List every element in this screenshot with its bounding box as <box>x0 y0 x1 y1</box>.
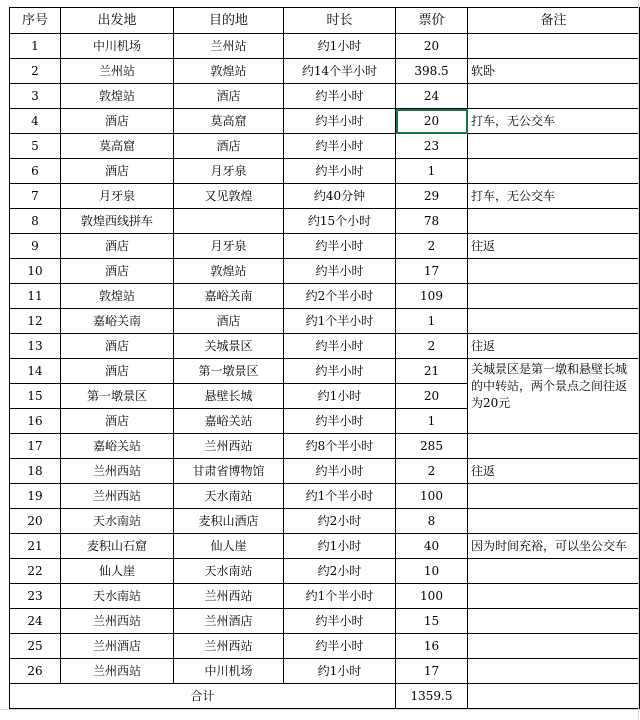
from-cell[interactable]: 兰州西站 <box>61 459 174 484</box>
price-cell[interactable]: 23 <box>396 134 468 159</box>
duration-cell[interactable]: 约40分钟 <box>284 184 396 209</box>
note-cell[interactable] <box>468 84 640 109</box>
total-row <box>10 684 640 709</box>
from-cell[interactable]: 莫高窟 <box>61 134 174 159</box>
from-cell[interactable]: 中川机场 <box>61 34 174 59</box>
row-number-cell[interactable]: 19 <box>10 484 61 509</box>
to-cell[interactable]: 兰州西站 <box>174 584 284 609</box>
row-number-cell[interactable]: 21 <box>10 534 61 559</box>
row-number-cell[interactable]: 22 <box>10 559 61 584</box>
from-cell[interactable]: 兰州西站 <box>61 484 174 509</box>
row-number-cell[interactable]: 23 <box>10 584 61 609</box>
from-cell[interactable]: 酒店 <box>61 234 174 259</box>
note-cell[interactable]: 因为时间充裕，可以坐公交车 <box>468 534 640 559</box>
note-cell[interactable] <box>468 559 640 584</box>
duration-cell[interactable]: 约15个小时 <box>284 209 396 234</box>
table-row <box>10 634 640 659</box>
table-row <box>10 534 640 559</box>
table-row <box>10 559 640 584</box>
to-cell[interactable]: 中川机场 <box>174 659 284 684</box>
duration-cell[interactable]: 约半小时 <box>284 84 396 109</box>
note-cell[interactable]: 往返 <box>468 334 640 359</box>
duration-cell[interactable]: 约半小时 <box>284 109 396 134</box>
from-cell[interactable]: 敦煌西线拼车 <box>61 209 174 234</box>
to-cell[interactable]: 兰州酒店 <box>174 609 284 634</box>
duration-cell[interactable]: 约半小时 <box>284 334 396 359</box>
from-cell[interactable]: 酒店 <box>61 159 174 184</box>
duration-cell[interactable]: 约半小时 <box>284 134 396 159</box>
from-cell[interactable]: 第一墩景区 <box>61 384 174 409</box>
to-cell[interactable]: 甘肃省博物馆 <box>174 459 284 484</box>
total-price-cell[interactable]: 1359.5 <box>396 684 468 709</box>
to-cell[interactable]: 敦煌站 <box>174 59 284 84</box>
from-cell[interactable]: 嘉峪关南 <box>61 309 174 334</box>
table-row <box>10 509 640 534</box>
row-number-cell[interactable]: 10 <box>10 259 61 284</box>
table-row <box>10 659 640 684</box>
table-row <box>10 359 640 384</box>
duration-cell[interactable]: 约半小时 <box>284 259 396 284</box>
table-row <box>10 484 640 509</box>
price-cell[interactable]: 21 <box>396 359 468 384</box>
sheet-gridline <box>638 0 639 720</box>
note-cell[interactable] <box>468 634 640 659</box>
header-cell-from[interactable]: 出发地 <box>61 8 174 34</box>
from-cell[interactable]: 兰州西站 <box>61 609 174 634</box>
total-note-cell[interactable] <box>468 684 640 709</box>
price-cell[interactable]: 20 <box>396 384 468 409</box>
duration-cell[interactable]: 约2个半小时 <box>284 284 396 309</box>
table-row <box>10 609 640 634</box>
table-row <box>10 584 640 609</box>
note-cell[interactable] <box>468 134 640 159</box>
note-cell[interactable]: 往返 <box>468 234 640 259</box>
total-label-cell[interactable]: 合计 <box>10 684 396 709</box>
note-cell[interactable]: 往返 <box>468 459 640 484</box>
to-cell[interactable]: 酒店 <box>174 134 284 159</box>
duration-cell[interactable]: 约1个半小时 <box>284 484 396 509</box>
row-number-cell[interactable]: 3 <box>10 84 61 109</box>
to-cell[interactable]: 仙人崖 <box>174 534 284 559</box>
price-cell[interactable]: 2 <box>396 234 468 259</box>
to-cell[interactable]: 月牙泉 <box>174 159 284 184</box>
to-cell[interactable]: 天水南站 <box>174 559 284 584</box>
table-row <box>10 209 640 234</box>
duration-cell[interactable]: 约2小时 <box>284 509 396 534</box>
from-cell[interactable]: 月牙泉 <box>61 184 174 209</box>
table-row <box>10 334 640 359</box>
to-cell[interactable]: 悬壁长城 <box>174 384 284 409</box>
table-row <box>10 434 640 459</box>
row-number-cell[interactable]: 20 <box>10 509 61 534</box>
duration-cell[interactable]: 约1小时 <box>284 34 396 59</box>
to-cell[interactable]: 酒店 <box>174 84 284 109</box>
duration-cell[interactable]: 约半小时 <box>284 609 396 634</box>
to-cell[interactable]: 月牙泉 <box>174 234 284 259</box>
price-cell[interactable]: 100 <box>396 584 468 609</box>
from-cell[interactable]: 兰州站 <box>61 59 174 84</box>
note-cell[interactable] <box>468 209 640 234</box>
row-number-cell[interactable]: 25 <box>10 634 61 659</box>
note-cell[interactable] <box>468 659 640 684</box>
row-number-cell[interactable]: 17 <box>10 434 61 459</box>
header-cell-no[interactable]: 序号 <box>10 8 61 34</box>
price-cell[interactable]: 40 <box>396 534 468 559</box>
row-number-cell[interactable]: 11 <box>10 284 61 309</box>
duration-cell[interactable]: 约14个半小时 <box>284 59 396 84</box>
table-row <box>10 109 640 134</box>
row-number-cell[interactable]: 16 <box>10 409 61 434</box>
row-number-cell[interactable]: 2 <box>10 59 61 84</box>
from-cell[interactable]: 嘉峪关站 <box>61 434 174 459</box>
price-cell[interactable]: 15 <box>396 609 468 634</box>
to-cell[interactable]: 兰州西站 <box>174 634 284 659</box>
row-number-cell[interactable]: 14 <box>10 359 61 384</box>
note-cell[interactable] <box>468 159 640 184</box>
duration-cell[interactable]: 约半小时 <box>284 409 396 434</box>
note-cell[interactable] <box>468 434 640 459</box>
duration-cell[interactable]: 约1个半小时 <box>284 584 396 609</box>
price-cell[interactable]: 8 <box>396 509 468 534</box>
duration-cell[interactable]: 约半小时 <box>284 459 396 484</box>
note-cell[interactable] <box>468 309 640 334</box>
to-cell[interactable]: 天水南站 <box>174 484 284 509</box>
to-cell[interactable]: 兰州站 <box>174 34 284 59</box>
to-cell[interactable]: 莫高窟 <box>174 109 284 134</box>
price-cell[interactable]: 285 <box>396 434 468 459</box>
note-cell[interactable]: 打车，无公交车 <box>468 184 640 209</box>
price-cell[interactable]: 16 <box>396 634 468 659</box>
to-cell[interactable]: 酒店 <box>174 309 284 334</box>
from-cell[interactable]: 酒店 <box>61 334 174 359</box>
note-cell[interactable] <box>468 259 640 284</box>
table-row <box>10 184 640 209</box>
table-row <box>10 284 640 309</box>
price-cell[interactable]: 109 <box>396 284 468 309</box>
price-cell[interactable]: 10 <box>396 559 468 584</box>
note-cell[interactable] <box>468 284 640 309</box>
from-cell[interactable]: 天水南站 <box>61 584 174 609</box>
to-cell[interactable]: 兰州西站 <box>174 434 284 459</box>
duration-cell[interactable]: 约半小时 <box>284 634 396 659</box>
row-number-cell[interactable]: 24 <box>10 609 61 634</box>
row-number-cell[interactable]: 8 <box>10 209 61 234</box>
from-cell[interactable]: 酒店 <box>61 359 174 384</box>
table-row <box>10 309 640 334</box>
price-cell[interactable]: 29 <box>396 184 468 209</box>
table-row <box>10 159 640 184</box>
duration-cell[interactable]: 约1小时 <box>284 659 396 684</box>
duration-cell[interactable]: 约半小时 <box>284 234 396 259</box>
row-number-cell[interactable]: 18 <box>10 459 61 484</box>
price-cell[interactable]: 2 <box>396 459 468 484</box>
from-cell[interactable]: 酒店 <box>61 409 174 434</box>
row-number-cell[interactable]: 15 <box>10 384 61 409</box>
header-row <box>10 8 640 34</box>
duration-cell[interactable]: 约半小时 <box>284 159 396 184</box>
price-cell[interactable]: 20 <box>396 109 468 134</box>
to-cell[interactable]: 麦积山酒店 <box>174 509 284 534</box>
note-cell[interactable]: 打车，无公交车 <box>468 109 640 134</box>
duration-cell[interactable]: 约8个半小时 <box>284 434 396 459</box>
from-cell[interactable]: 酒店 <box>61 259 174 284</box>
row-number-cell[interactable]: 7 <box>10 184 61 209</box>
from-cell[interactable]: 兰州酒店 <box>61 634 174 659</box>
from-cell[interactable]: 天水南站 <box>61 509 174 534</box>
duration-cell[interactable]: 约半小时 <box>284 359 396 384</box>
to-cell[interactable]: 第一墩景区 <box>174 359 284 384</box>
price-cell[interactable]: 398.5 <box>396 59 468 84</box>
row-number-cell[interactable]: 26 <box>10 659 61 684</box>
row-number-cell[interactable]: 6 <box>10 159 61 184</box>
duration-cell[interactable]: 约2小时 <box>284 559 396 584</box>
to-cell[interactable]: 嘉峪关站 <box>174 409 284 434</box>
price-cell[interactable]: 78 <box>396 209 468 234</box>
spreadsheet-table <box>9 7 640 709</box>
header-cell-price[interactable]: 票价 <box>396 8 468 34</box>
note-cell[interactable]: 软卧 <box>468 59 640 84</box>
to-cell[interactable] <box>174 209 284 234</box>
price-cell[interactable]: 100 <box>396 484 468 509</box>
price-cell[interactable]: 17 <box>396 259 468 284</box>
from-cell[interactable]: 敦煌站 <box>61 84 174 109</box>
from-cell[interactable]: 麦积山石窟 <box>61 534 174 559</box>
row-number-cell[interactable]: 1 <box>10 34 61 59</box>
note-cell[interactable]: 关城景区是第一墩和悬壁长城的中转站，两个景点之间往返为20元 <box>468 359 640 434</box>
row-number-cell[interactable]: 12 <box>10 309 61 334</box>
note-cell[interactable] <box>468 509 640 534</box>
row-number-cell[interactable]: 4 <box>10 109 61 134</box>
from-cell[interactable]: 兰州西站 <box>61 659 174 684</box>
price-cell[interactable]: 2 <box>396 334 468 359</box>
table-row <box>10 234 640 259</box>
table-row <box>10 259 640 284</box>
price-cell[interactable]: 17 <box>396 659 468 684</box>
note-cell[interactable] <box>468 484 640 509</box>
to-cell[interactable]: 嘉峪关南 <box>174 284 284 309</box>
note-cell[interactable] <box>468 609 640 634</box>
row-number-cell[interactable]: 13 <box>10 334 61 359</box>
to-cell[interactable]: 敦煌站 <box>174 259 284 284</box>
to-cell[interactable]: 关城景区 <box>174 334 284 359</box>
duration-cell[interactable]: 约1小时 <box>284 384 396 409</box>
price-cell[interactable]: 1 <box>396 159 468 184</box>
row-number-cell[interactable]: 5 <box>10 134 61 159</box>
row-number-cell[interactable]: 9 <box>10 234 61 259</box>
note-cell[interactable] <box>468 584 640 609</box>
price-cell[interactable]: 1 <box>396 409 468 434</box>
sheet-gridline <box>0 709 640 710</box>
from-cell[interactable]: 酒店 <box>61 109 174 134</box>
note-cell[interactable] <box>468 34 640 59</box>
from-cell[interactable]: 敦煌站 <box>61 284 174 309</box>
header-cell-duration[interactable]: 时长 <box>284 8 396 34</box>
to-cell[interactable]: 又见敦煌 <box>174 184 284 209</box>
price-cell[interactable]: 20 <box>396 34 468 59</box>
table-row <box>10 84 640 109</box>
header-cell-to[interactable]: 目的地 <box>174 8 284 34</box>
table-row <box>10 34 640 59</box>
from-cell[interactable]: 仙人崖 <box>61 559 174 584</box>
duration-cell[interactable]: 约1小时 <box>284 534 396 559</box>
price-cell[interactable]: 24 <box>396 84 468 109</box>
table-row <box>10 59 640 84</box>
price-cell[interactable]: 1 <box>396 309 468 334</box>
table-row <box>10 134 640 159</box>
header-cell-note[interactable]: 备注 <box>468 8 640 34</box>
table-row <box>10 459 640 484</box>
duration-cell[interactable]: 约1个半小时 <box>284 309 396 334</box>
